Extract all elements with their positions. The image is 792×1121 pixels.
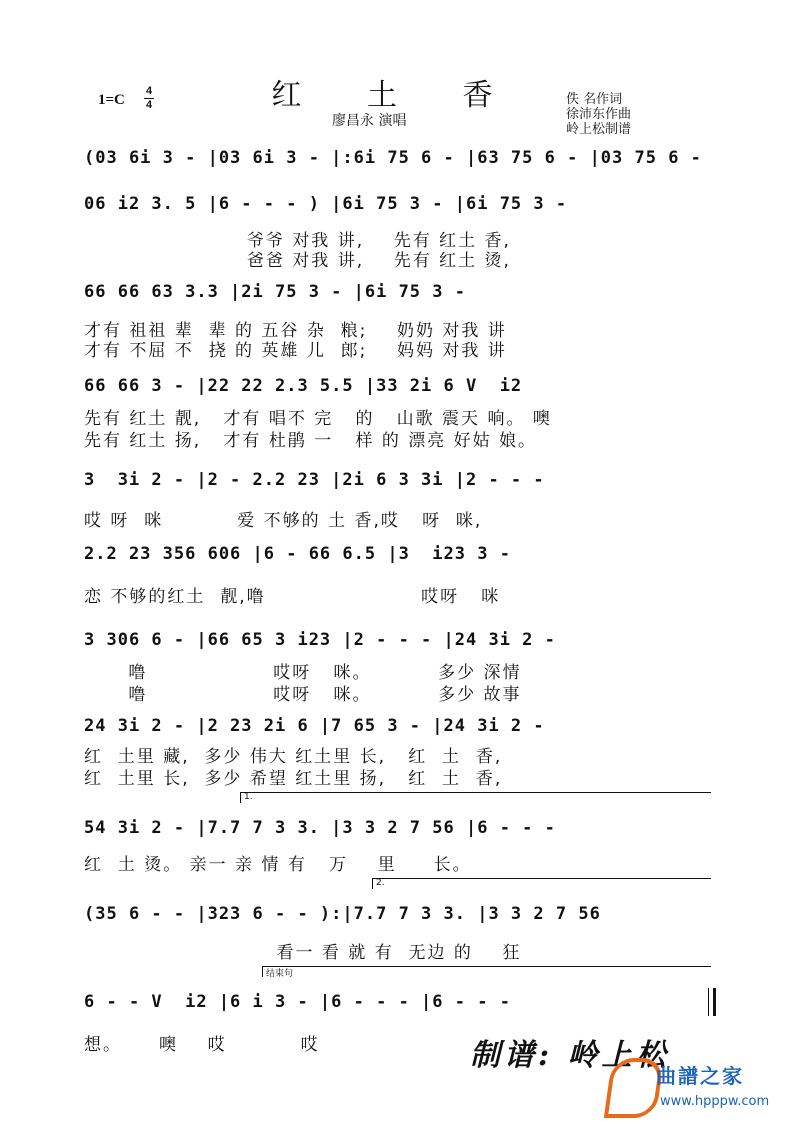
lyric-verse-1: 红 土里 藏, 多少 伟大 红土里 长, 红 土 香,	[84, 747, 503, 767]
meter-bottom: 4	[145, 99, 153, 111]
notes-line: 6 - - V i2 |6 i 3 - |6 - - - |6 - - -	[84, 992, 511, 1012]
key-signature: 1=C	[98, 92, 125, 108]
notes-line: 06 i2 3. 5 |6 - - - ) |6i 75 3 - |6i 75 3 -	[84, 194, 568, 214]
coda-bracket	[262, 966, 711, 977]
lyric-verse-1: 先有 红土 靓, 才有 唱不 完 的 山歌 震天 响。 噢	[84, 409, 552, 429]
lyric-verse-1: 想。 噢 哎 哎	[84, 1035, 320, 1055]
lyric-verse-2: 红 土里 长, 多少 希望 红土里 扬, 红 土 香,	[84, 769, 503, 789]
lyric-verse-1: 爷爷 对我 讲, 先有 红土 香,	[84, 231, 511, 251]
system-8	[0, 716, 792, 789]
signature: 制谱: 岭上松	[470, 1038, 670, 1073]
system-3	[0, 282, 792, 361]
notes-line: 66 66 3 - |22 22 2.3 5.5 |33 2i 6 V i2	[84, 376, 523, 396]
singer-credit: 廖昌永 演唱	[332, 113, 407, 129]
coda-label: 结束句	[266, 969, 294, 979]
transcriber-credit: 岭上松制谱	[566, 122, 632, 137]
credits	[566, 92, 631, 137]
lyric-verse-1: 哎 呀 咪 爱 不够的 土 香,哎 呀 咪,	[84, 511, 483, 531]
second-ending-bracket	[372, 878, 711, 889]
site-logo	[608, 1058, 778, 1118]
lyricist-credit: 佚 名作词	[566, 92, 623, 107]
first-ending-bracket	[240, 792, 711, 803]
notes-line: 3 306 6 - |66 65 3 i23 |2 - - - |24 3i 2 -	[84, 630, 556, 650]
system-1	[0, 148, 792, 188]
system-5	[0, 470, 792, 531]
notes-line: 66 66 63 3.3 |2i 75 3 - |6i 75 3 -	[84, 282, 466, 302]
notes-line: 3 3i 2 - |2 - 2.2 23 |2i 6 3 3i |2 - - -	[84, 470, 545, 490]
lyric-verse-2: 噜 哎呀 咪。 多少 故事	[84, 685, 522, 705]
brand-name: 曲譜之家	[656, 1064, 744, 1088]
final-barline	[708, 988, 716, 1016]
song-title: 红 土 香	[271, 78, 521, 113]
system-2	[0, 194, 792, 271]
system-9	[0, 818, 792, 875]
second-ending-label: 2.	[376, 878, 385, 888]
lyric-verse-1: 噜 哎呀 咪。 多少 深情	[84, 663, 522, 683]
system-4	[0, 376, 792, 451]
notes-line: 54 3i 2 - |7.7 7 3 3. |3 3 2 7 56 |6 - - -	[84, 818, 556, 838]
brand-url: www.hpppw.com	[660, 1094, 770, 1109]
lyric-verse-1: 看一 看 就 有 无边 的 狂	[84, 943, 522, 963]
lyric-verse-2: 先有 红土 扬, 才有 杜鹃 一 样 的 漂亮 好姑 娘。	[84, 431, 538, 451]
notes-line: (35 6 - - |323 6 - - ):|7.7 7 3 3. |3 3 2 7 56	[84, 904, 601, 924]
lyric-verse-2: 爸爸 对我 讲, 先有 红土 烫,	[84, 251, 511, 271]
lyric-verse-1: 恋 不够的红土 靓,噜 哎呀 咪	[84, 587, 501, 607]
first-ending-label: 1.	[244, 792, 253, 802]
notes-line: 2.2 23 356 606 |6 - 66 6.5 |3 i23 3 -	[84, 544, 511, 564]
time-signature	[144, 86, 154, 111]
lyric-verse-2: 才有 不屈 不 挠 的 英雄 儿 郎; 妈妈 对我 讲	[84, 341, 507, 361]
meter-top: 4	[145, 85, 153, 97]
lyric-verse-1: 红 土 烫。 亲一 亲 情 有 万 里 长。	[84, 855, 472, 875]
system-10	[0, 904, 792, 963]
system-7	[0, 630, 792, 705]
system-11	[0, 992, 792, 1055]
notes-line: (03 6i 3 - |03 6i 3 - |:6i 75 6 - |63 75 6 - |03 75 6 -	[84, 148, 702, 168]
system-6	[0, 544, 792, 607]
notes-line: 24 3i 2 - |2 23 2i 6 |7 65 3 - |24 3i 2 -	[84, 716, 545, 736]
composer-credit: 徐沛东作曲	[566, 107, 632, 122]
lyric-verse-1: 才有 祖祖 辈 辈 的 五谷 杂 粮; 奶奶 对我 讲	[84, 321, 507, 341]
